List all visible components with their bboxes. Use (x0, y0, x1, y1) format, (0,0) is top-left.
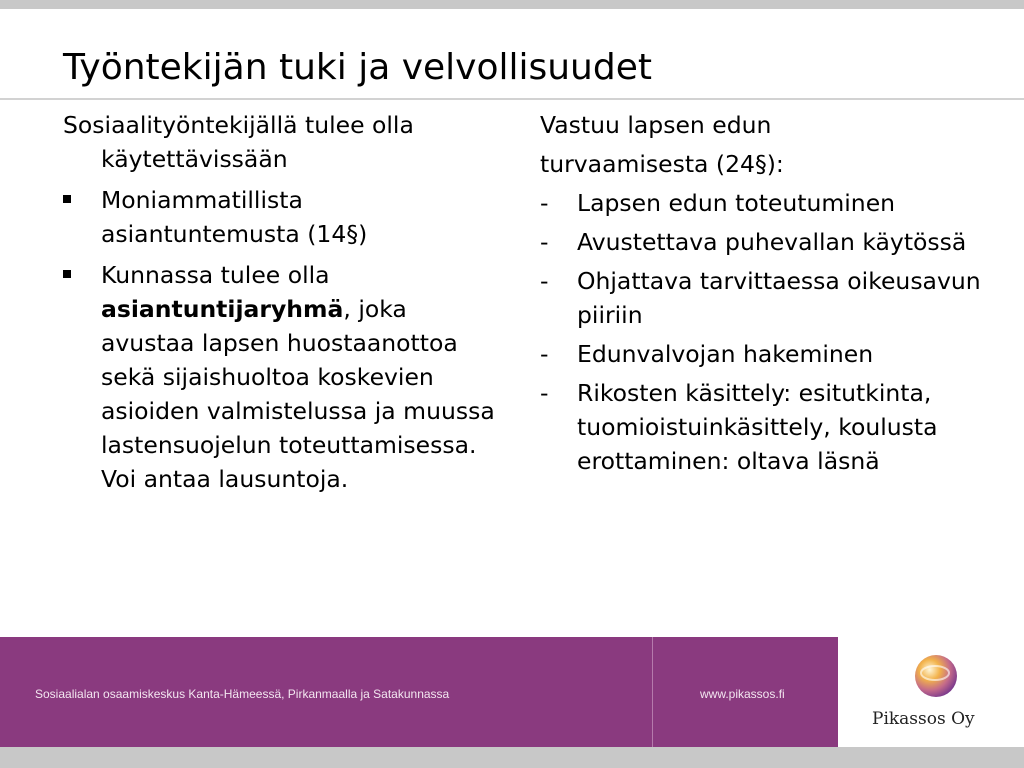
right-heading-line-1: Vastuu lapsen edun (540, 111, 772, 139)
left-bullet-2-pre: Kunnassa tulee olla (101, 261, 330, 289)
top-bar (0, 0, 1024, 9)
footer-band (0, 637, 1024, 747)
orb-logo-icon (913, 653, 959, 699)
right-list-item-text: Lapsen edun toteutuminen (577, 189, 896, 217)
right-list-item (540, 186, 1000, 220)
left-intro (63, 108, 503, 176)
left-intro-text: Sosiaalityöntekijällä tulee olla käytettävissään (63, 111, 414, 173)
slide-title: Työntekijän tuki ja velvollisuudet (63, 47, 652, 88)
right-list-item-text: Ohjattava tarvittaessa oikeusavun piiriin (577, 267, 981, 329)
left-bullet-2-bold: asiantuntijaryhmä (101, 295, 344, 323)
left-column (63, 108, 503, 503)
dash-marker: - (540, 228, 549, 256)
dash-marker: - (540, 379, 549, 407)
right-list-item (540, 225, 1000, 259)
logo-panel (838, 637, 1024, 747)
footer-url-link[interactable]: www.pikassos.fi (700, 687, 785, 701)
dash-marker: - (540, 189, 549, 217)
bottom-bar (0, 747, 1024, 768)
logo-wordmark: Pikassos Oy (872, 709, 975, 729)
left-bullet-1 (63, 183, 503, 251)
footer-organization-text: Sosiaalialan osaamiskeskus Kanta-Hämeessä, Pirkanmaalla ja Satakunnassa (35, 687, 450, 701)
right-list-item (540, 376, 1000, 478)
right-list-item (540, 264, 1000, 332)
dash-marker: - (540, 267, 549, 295)
footer-divider (652, 637, 653, 747)
dash-marker: - (540, 340, 549, 368)
right-list-item-text: Avustettava puhevallan käytössä (577, 228, 967, 256)
square-bullet-icon (63, 195, 71, 203)
left-bullet-2 (63, 258, 503, 496)
left-bullet-1-text: Moniammatillista asiantuntemusta (14§) (101, 186, 368, 248)
right-column (540, 108, 1000, 483)
title-divider (0, 98, 1024, 100)
square-bullet-icon (63, 270, 71, 278)
left-bullet-2-post: , joka avustaa lapsen huostaanottoa sekä sijaishuoltoa koskevien asioiden valmistelussa ja muussa lastensuojelun toteuttamisessa. Voi antaa lausuntoja. (101, 295, 495, 493)
right-list-item-text: Rikosten käsittely: esitutkinta, tuomioistuinkäsittely, koulusta erottaminen: oltava läsnä (577, 379, 938, 475)
right-heading-line-2: turvaamisesta (24§): (540, 150, 784, 178)
right-list-item-text: Edunvalvojan hakeminen (577, 340, 874, 368)
right-list-item (540, 337, 1000, 371)
